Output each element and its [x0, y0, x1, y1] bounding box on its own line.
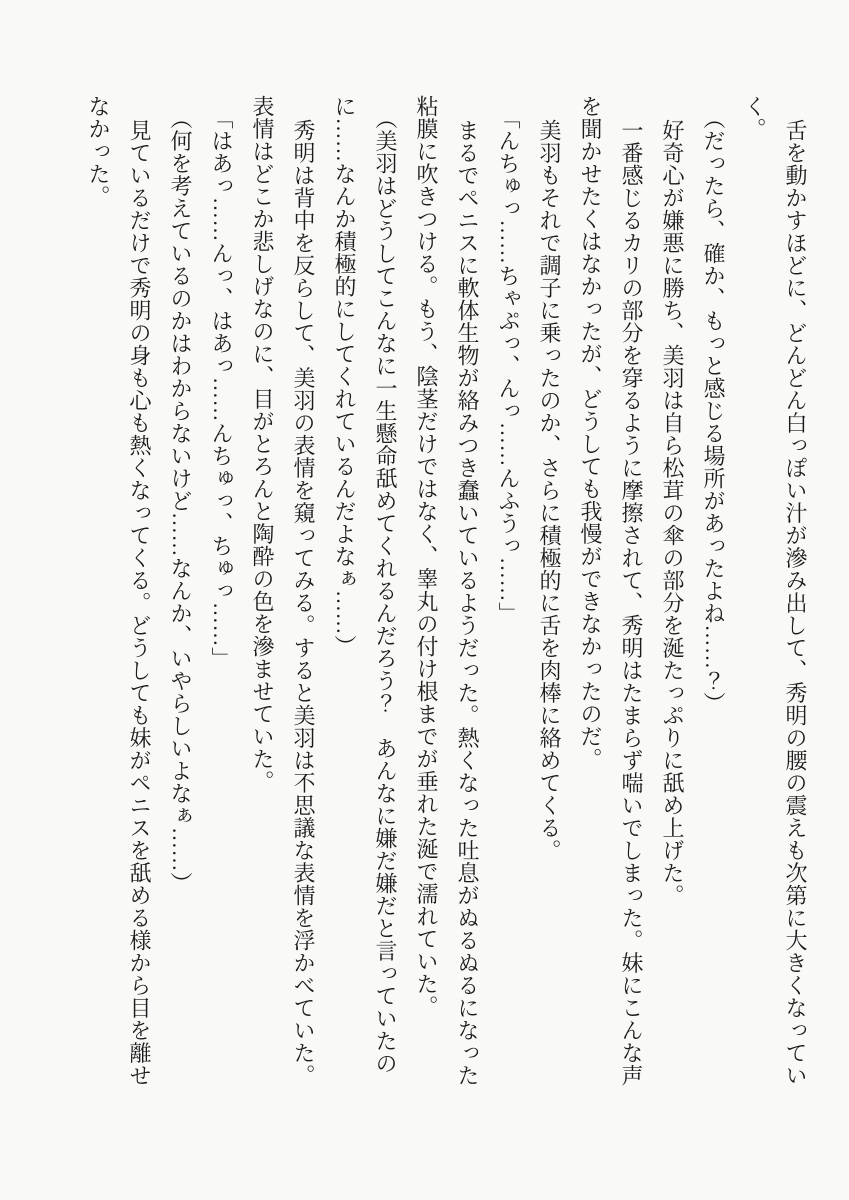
text-line: 「んちゅっ……ちゃぷっ、んっ……んふうっ……」 [496, 107, 521, 625]
text-line: 粘膜に吹きつける。もう、陰茎だけではなく、睾丸の付け根までが垂れた涎で濡れていた。 [414, 95, 439, 1018]
text-line: 表情はどこか悲しげなのに、目がとろんと陶酔の色を滲ませていた。 [250, 95, 275, 793]
text-line: 好奇心が嫌悪に勝ち、美羽は自ら松茸の傘の部分を涎たっぷりに舐め上げた。 [660, 119, 685, 907]
text-line: に……なんか積極的にしてくれているんだよなぁ……） [332, 95, 357, 658]
vertical-text-columns [78, 95, 816, 1143]
text-line: く。 [742, 95, 767, 140]
text-line: （何を考えているのかはわからないけど……なんか、いやらしいよなぁ……） [168, 107, 193, 895]
text-line: なかった。 [86, 95, 111, 208]
text-line: 一番感じるカリの部分を穿るように摩擦されて、秀明はたまらず喘いでしまった。妹にこんな声 [619, 119, 644, 1087]
text-line: 舌を動かすほどに、どんどん白っぽい汁が滲み出して、秀明の腰の震えも次第に大きくなってい [783, 119, 808, 1087]
text-line: （だったら、確か、もっと感じる場所があったよね……？） [701, 107, 726, 715]
text-line: 秀明は背中を反らして、美羽の表情を窺ってみる。すると美羽は不思議な表情を浮かべていた。 [291, 119, 316, 1087]
text-line: 見ているだけで秀明の身も心も熱くなってくる。どうしても妹がペニスを舐める様から目を離せ [127, 119, 152, 1087]
text-line: 美羽もそれで調子に乗ったのか、さらに積極的に舌を肉棒に絡めてくる。 [537, 119, 562, 862]
text-line: まるでペニスに軟体生物が絡みつき蠢いているようだった。熱くなった吐息がぬるぬるになった [455, 119, 480, 1087]
text-line: を聞かせたくはなかったが、どうしても我慢ができなかったのだ。 [578, 95, 603, 770]
text-line: 「はあっ……んっ、はあっ……んちゅっ、ちゅっ……」 [209, 107, 234, 670]
text-line: （美羽はどうしてこんなに一生懸命舐めてくれるんだろう？ あんなに嫌だ嫌だと言っていたの [373, 107, 398, 1075]
